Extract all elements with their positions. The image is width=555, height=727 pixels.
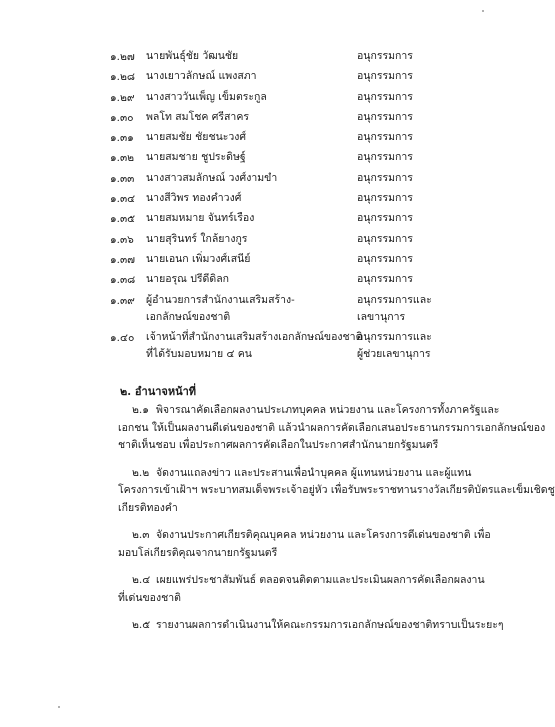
roster-number: ๑.๓๓ xyxy=(110,172,135,185)
duty-clause xyxy=(0,465,555,518)
roster-row xyxy=(0,271,498,291)
clause-number: ๒.๕ xyxy=(132,619,151,631)
roster-number: ๑.๓๔ xyxy=(110,193,136,206)
clause-text: เกียรติทองคำ xyxy=(118,501,178,514)
member-role: อนุกรรมการ xyxy=(357,50,413,62)
member-role: อนุกรรมการ xyxy=(357,192,413,205)
clause-number: ๒.๓ xyxy=(132,529,150,541)
member-role: อนุกรรมการและ ผู้ช่วยเลขานุการ xyxy=(357,330,432,360)
roster-number: ๑.๒๙ xyxy=(110,91,135,104)
clause-text: เอกชน ให้เป็นผลงานดีเด่นของชาติ แล้วนำผลการคัดเลือกเสนอประธานกรรมการเอกลักษณ์ของ xyxy=(118,421,546,434)
roster-row xyxy=(0,251,498,271)
member-role: อนุกรรมการ xyxy=(357,252,413,265)
roster-row xyxy=(0,109,498,129)
roster-number: ๑.๓๙ xyxy=(110,294,135,307)
roster-row xyxy=(0,231,498,251)
member-role: อนุกรรมการ xyxy=(357,232,413,245)
roster-number: ๑.๓๘ xyxy=(110,274,136,287)
member-name: ผู้อำนวยการสำนักงานเสริมสร้าง- เอกลักษณ์ของชาติ xyxy=(146,293,295,323)
member-role: อนุกรรมการ xyxy=(357,110,413,123)
clause-number: ๒.๔ xyxy=(132,574,151,586)
member-role: อนุกรรมการและ เลขานุการ xyxy=(357,293,432,323)
roster-number: ๑.๓๒ xyxy=(110,152,135,165)
scan-speck xyxy=(58,706,60,708)
clause-text: รายงานผลการดำเนินงานให้คณะกรรมการเอกลักษณ์ของชาติทราบเป็นระยะๆ xyxy=(156,619,504,631)
member-name: นายสมชาย ชูประดิษฐ์ xyxy=(146,151,246,164)
member-role: อนุกรรมการ xyxy=(357,212,413,225)
clause-text: มอบโล่เกียรติคุณจากนายกรัฐมนตรี xyxy=(118,546,278,559)
member-name: นายเอนก เพิ่มวงศ์เสนีย์ xyxy=(146,252,251,265)
roster-row xyxy=(0,68,498,88)
member-name: พลโท สมโชค ศรีสาคร xyxy=(146,110,249,123)
roster-number: ๑.๓๗ xyxy=(110,253,136,266)
clause-text: ที่เด่นของชาติ xyxy=(118,591,181,604)
member-name: นายสมชัย ชัยชนะวงศ์ xyxy=(146,131,247,144)
clause-text: โครงการเข้าเฝ้าฯ พระบาทสมเด็จพระเจ้าอยู่หัว เพื่อรับพระราชทานรางวัลเกียรติบัตรและเข็มเชิดชู xyxy=(118,484,555,496)
roster-row xyxy=(0,129,498,149)
duty-clause xyxy=(0,527,498,562)
roster-row xyxy=(0,292,498,329)
roster-number: ๑.๒๘ xyxy=(110,71,136,84)
roster-row xyxy=(0,210,498,230)
member-name: นายสุรินทร์ ใกล้ยางกูร xyxy=(146,232,248,245)
member-role: อนุกรรมการ xyxy=(357,151,413,164)
member-name: นางสีวิพร ทองคำวงศ์ xyxy=(146,192,242,205)
clause-text: จัดงานแถลงข่าว และประสานเพื่อนำบุคคล ผู้แทนหน่วยงาน และผู้แทน xyxy=(156,466,472,479)
roster-row xyxy=(0,89,498,109)
member-role: อนุกรรมการ xyxy=(357,90,413,103)
member-name: เจ้าหน้าที่สำนักงานเสริมสร้างเอกลักษณ์ของชาติ ที่ได้รับมอบหมาย ๔ คน xyxy=(146,330,363,360)
roster-row xyxy=(0,170,498,190)
roster-row xyxy=(0,190,498,210)
roster-number: ๑.๒๗ xyxy=(110,51,135,63)
roster-row xyxy=(0,48,498,68)
clause-number: ๒.๒ xyxy=(132,466,150,479)
duty-clause xyxy=(0,402,546,455)
roster-number: ๑.๓๕ xyxy=(110,213,136,226)
roster-row xyxy=(0,149,498,169)
roster-number: ๑.๓๖ xyxy=(110,233,134,246)
member-role: อนุกรรมการ xyxy=(357,171,413,184)
committee-roster xyxy=(0,48,498,366)
roster-number: ๑.๓๑ xyxy=(110,132,134,145)
member-role: อนุกรรมการ xyxy=(357,273,413,286)
member-name: นางสาวสมลักษณ์ วงศ์งามขำ xyxy=(146,171,278,184)
clause-text: เผยแพร่ประชาสัมพันธ์ ตลอดจนติดตามและประเมินผลการคัดเลือกผลงาน xyxy=(156,574,485,586)
clause-number: ๒.๑ xyxy=(132,404,149,416)
roster-row xyxy=(0,329,498,366)
member-name: นายสมหมาย จันทร์เรือง xyxy=(146,212,255,225)
member-role: อนุกรรมการ xyxy=(357,70,413,83)
member-name: นางสาววันเพ็ญ เข็มตระกูล xyxy=(146,90,267,103)
duties-list xyxy=(0,402,555,645)
scan-speck xyxy=(482,10,484,12)
roster-number: ๑.๓๐ xyxy=(110,111,134,124)
clause-text: จัดงานประกาศเกียรติคุณบุคคล หน่วยงาน และโครงการดีเด่นของชาติ เพื่อ xyxy=(156,529,491,541)
roster-number: ๑.๔๐ xyxy=(110,331,135,344)
member-name: นายพันธุ์ชัย วัฒนชัย xyxy=(146,50,239,62)
section-heading: ๒. อำนาจหน้าที่ xyxy=(120,385,197,398)
duty-clause xyxy=(0,572,498,607)
member-role: อนุกรรมการ xyxy=(357,131,413,144)
member-name: นายอรุณ ปรีดีดิลก xyxy=(146,273,229,286)
duty-clause xyxy=(0,617,504,635)
member-name: นางเยาวลักษณ์ แพงสภา xyxy=(146,70,257,83)
clause-text: ชาติเห็นชอบ เพื่อประกาศผลการคัดเลือกในประกาศสำนักนายกรัฐมนตรี xyxy=(118,439,439,451)
clause-text: พิจารณาคัดเลือกผลงานประเภทบุคคล หน่วยงาน และโครงการทั้งภาครัฐและ xyxy=(156,404,500,416)
